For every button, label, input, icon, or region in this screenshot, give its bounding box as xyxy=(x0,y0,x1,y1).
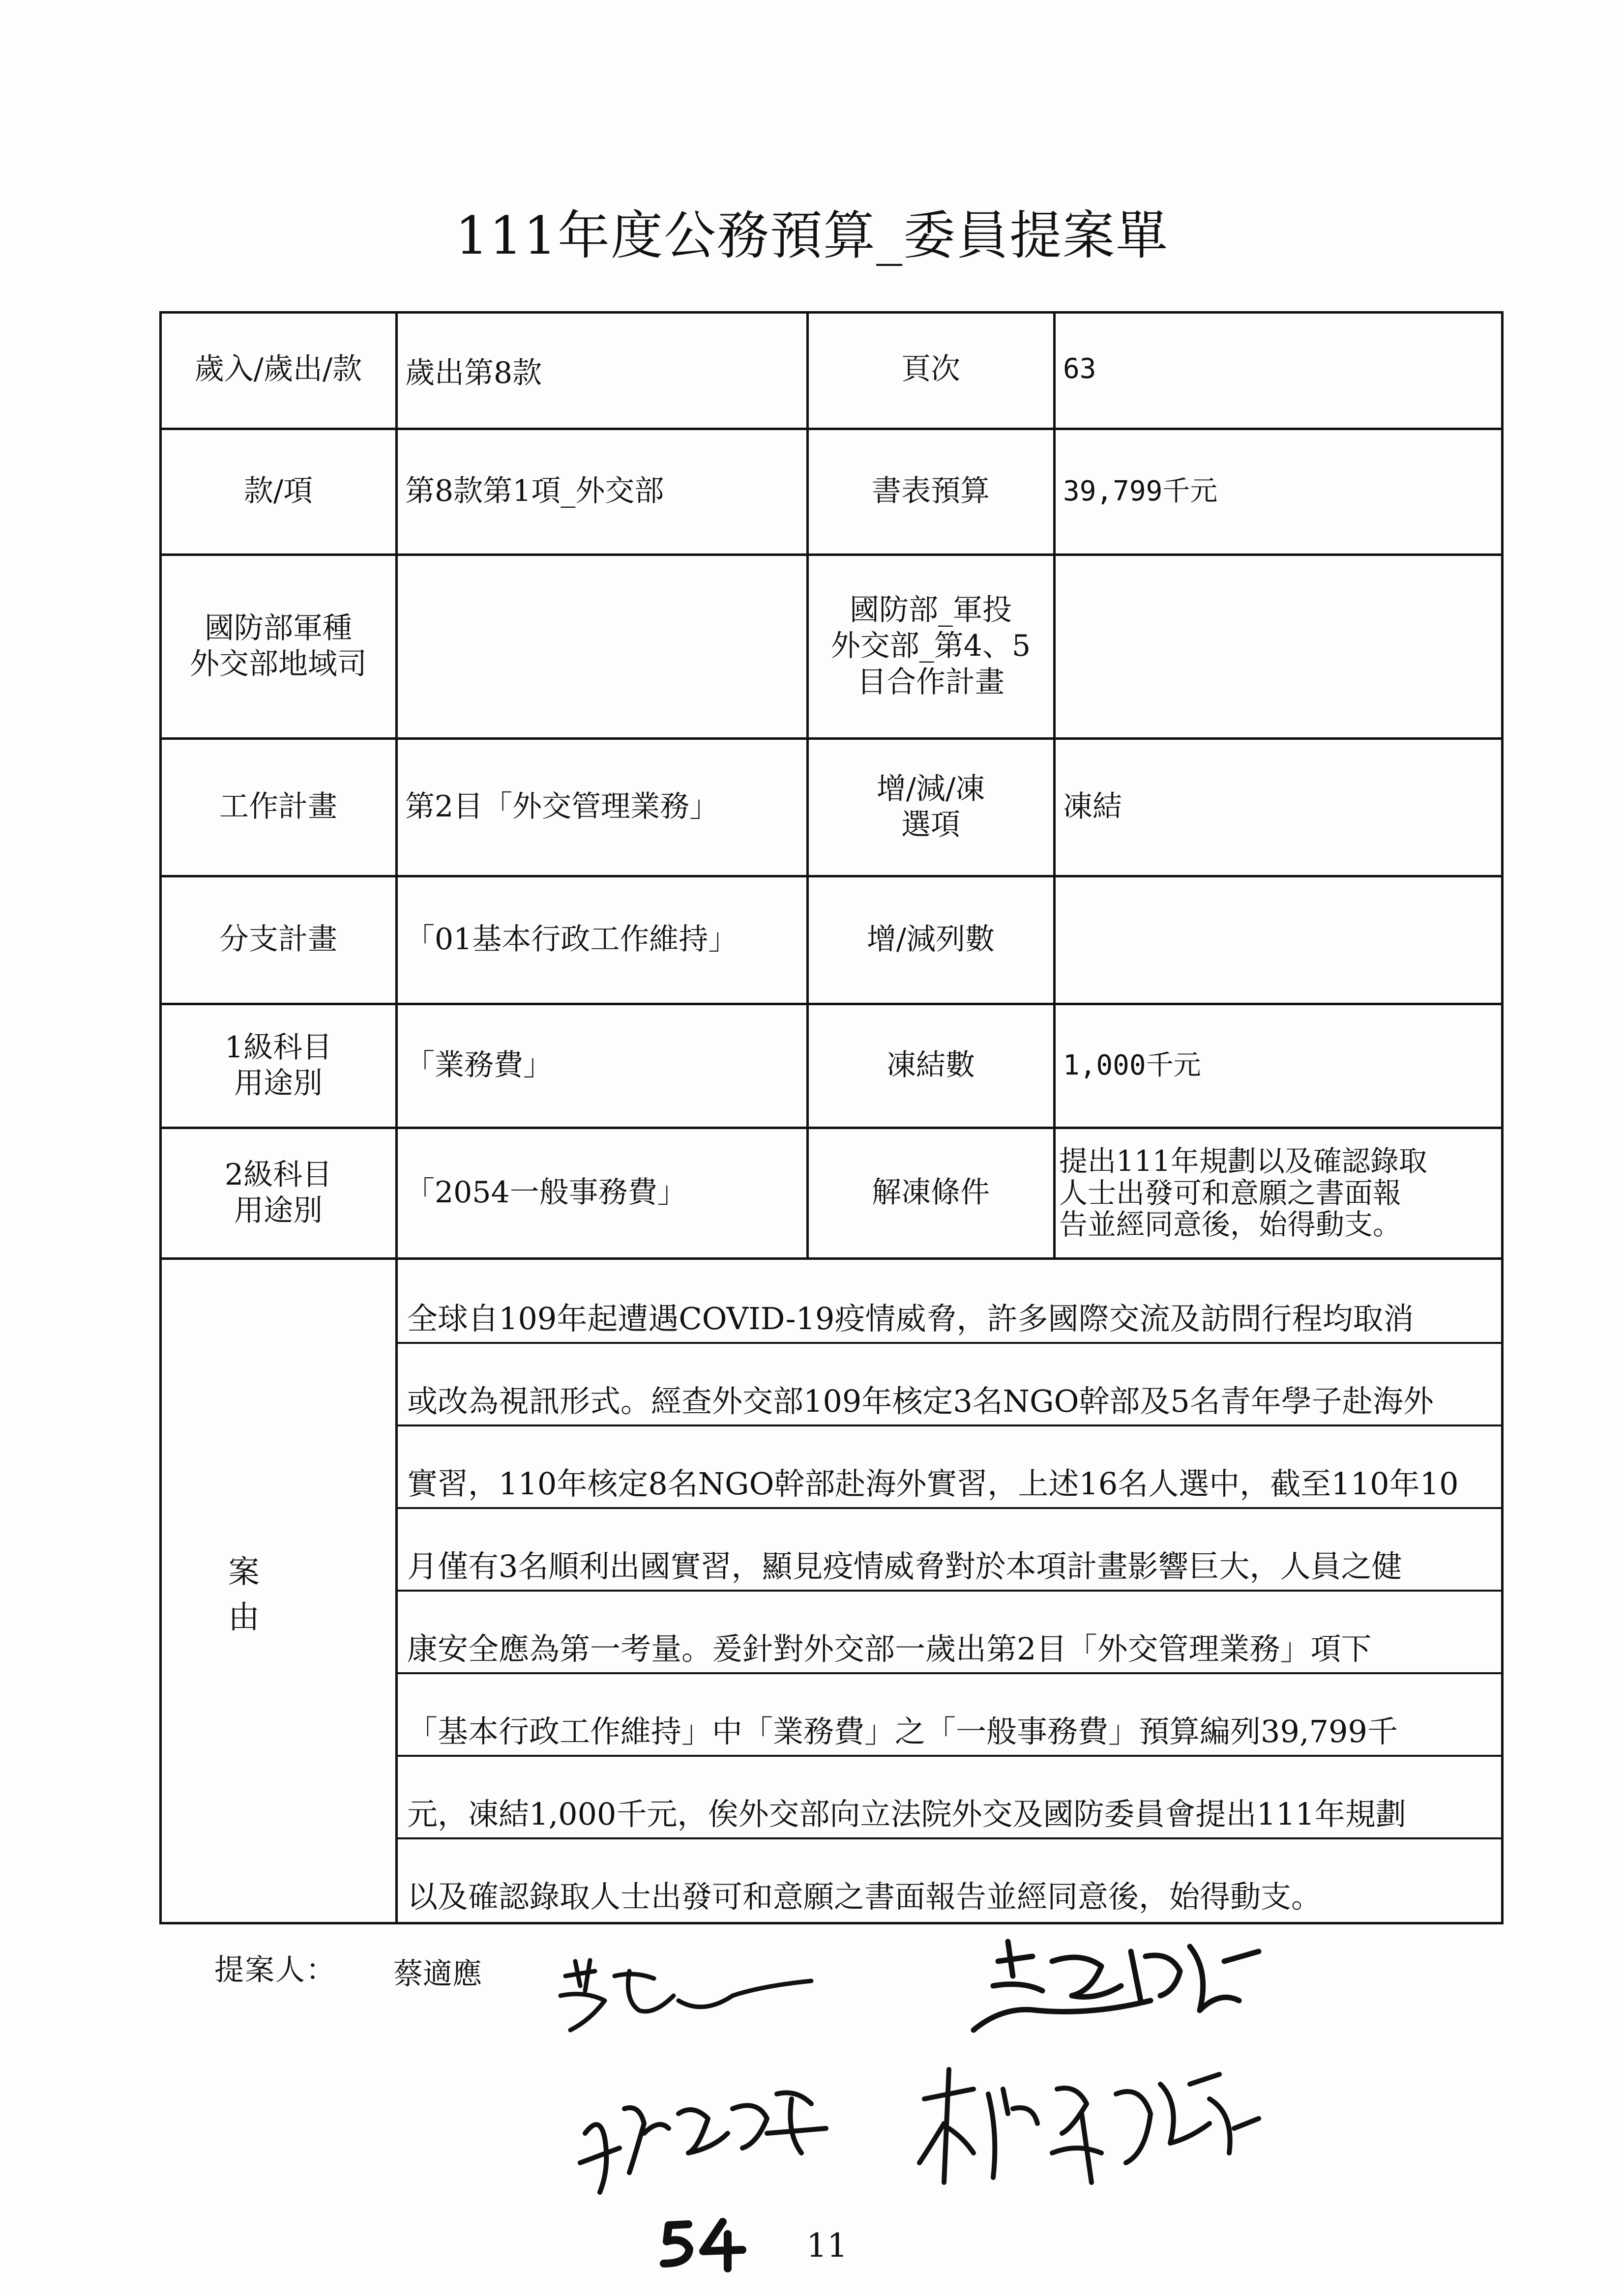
signature-2 xyxy=(964,1932,1269,2060)
value-work-plan: 第2目「外交管理業務」 xyxy=(405,789,719,824)
value-adjust-amount xyxy=(1055,877,1504,1003)
handwritten-page-stamp xyxy=(654,2214,752,2273)
value-item: 第8款第1項_外交部 xyxy=(405,474,664,509)
value-level2-subject: 「2054一般事務費」 xyxy=(405,1175,687,1210)
reason-line: 月僅有3名順利出國實習，顯見疫情威脅對於本項計畫影響巨大，人員之健 xyxy=(407,1548,1402,1584)
value-option: 凍結 xyxy=(1063,789,1122,824)
reason-line: 以及確認錄取人士出發可和意願之書面報告並經同意後，始得動支。 xyxy=(407,1879,1322,1915)
signature-4 xyxy=(915,2055,1269,2202)
reason-line: 全球自109年起遭遇COVID-19疫情威脅，許多國際交流及訪問行程均取消 xyxy=(407,1301,1414,1337)
reason-line: 「基本行政工作維持」中「業務費」之「一般事務費」預算編列39,799千 xyxy=(407,1714,1398,1749)
label-cooperation-plan: 國防部_軍投 外交部_第4、5 目合作計畫 xyxy=(830,593,1031,699)
label-branch-plan: 分支計畫 xyxy=(219,922,337,957)
proposer-name: 蔡適應 xyxy=(393,1957,482,1990)
page-number: 11 xyxy=(806,2227,848,2265)
reason-line: 元，凍結1,000千元，俟外交部向立法院外交及國防委員會提出111年規劃 xyxy=(407,1796,1406,1832)
label-department: 國防部軍種 外交部地域司 xyxy=(190,610,367,681)
value-branch-plan: 「01基本行政工作維持」 xyxy=(405,922,738,957)
value-department xyxy=(397,555,806,737)
label-option: 增/減/凍 選項 xyxy=(876,771,985,842)
label-level1-subject: 1級科目 用途別 xyxy=(224,1030,332,1101)
value-form-budget: 39,799千元 xyxy=(1063,475,1218,507)
value-cooperation-plan xyxy=(1055,555,1504,737)
document-title: 111年度公務預算_委員提案單 xyxy=(455,205,1169,266)
label-level2-subject: 2級科目 用途別 xyxy=(224,1157,332,1228)
label-budget-type: 歲入/歲出/款 xyxy=(194,351,362,386)
reason-line: 或改為視訊形式。經查外交部109年核定3名NGO幹部及5名青年學子赴海外 xyxy=(407,1383,1434,1419)
label-page: 頁次 xyxy=(901,351,960,386)
reason-line: 康安全應為第一考量。爰針對外交部一歲出第2目「外交管理業務」項下 xyxy=(407,1631,1372,1667)
value-level1-subject: 「業務費」 xyxy=(405,1048,553,1083)
reason-line: 實習，110年核定8名NGO幹部赴海外實習，上述16名人選中，截至110年10 xyxy=(407,1466,1459,1502)
label-freeze-amount: 凍結數 xyxy=(886,1048,975,1083)
proposer-label: 提案人： xyxy=(214,1953,336,1986)
value-page: 63 xyxy=(1063,353,1096,385)
signature-3 xyxy=(570,2074,846,2202)
label-work-plan: 工作計畫 xyxy=(219,789,337,824)
value-budget-type: 歲出第8款 xyxy=(405,356,542,390)
value-freeze-amount: 1,000千元 xyxy=(1063,1049,1201,1081)
label-form-budget: 書表預算 xyxy=(872,474,990,509)
reason-text-block xyxy=(397,1259,1504,1924)
label-adjust-amount: 增/減列數 xyxy=(866,922,995,957)
signature-1 xyxy=(556,1956,821,2040)
label-item: 款/項 xyxy=(243,474,313,509)
label-reason: 案由 xyxy=(228,1554,328,1636)
label-unfreeze-condition: 解凍條件 xyxy=(872,1175,990,1210)
value-unfreeze-condition: 提出111年規劃以及確認錄取 人士出發可和意願之書面報 告並經同意後，始得動支。 xyxy=(1059,1144,1427,1242)
